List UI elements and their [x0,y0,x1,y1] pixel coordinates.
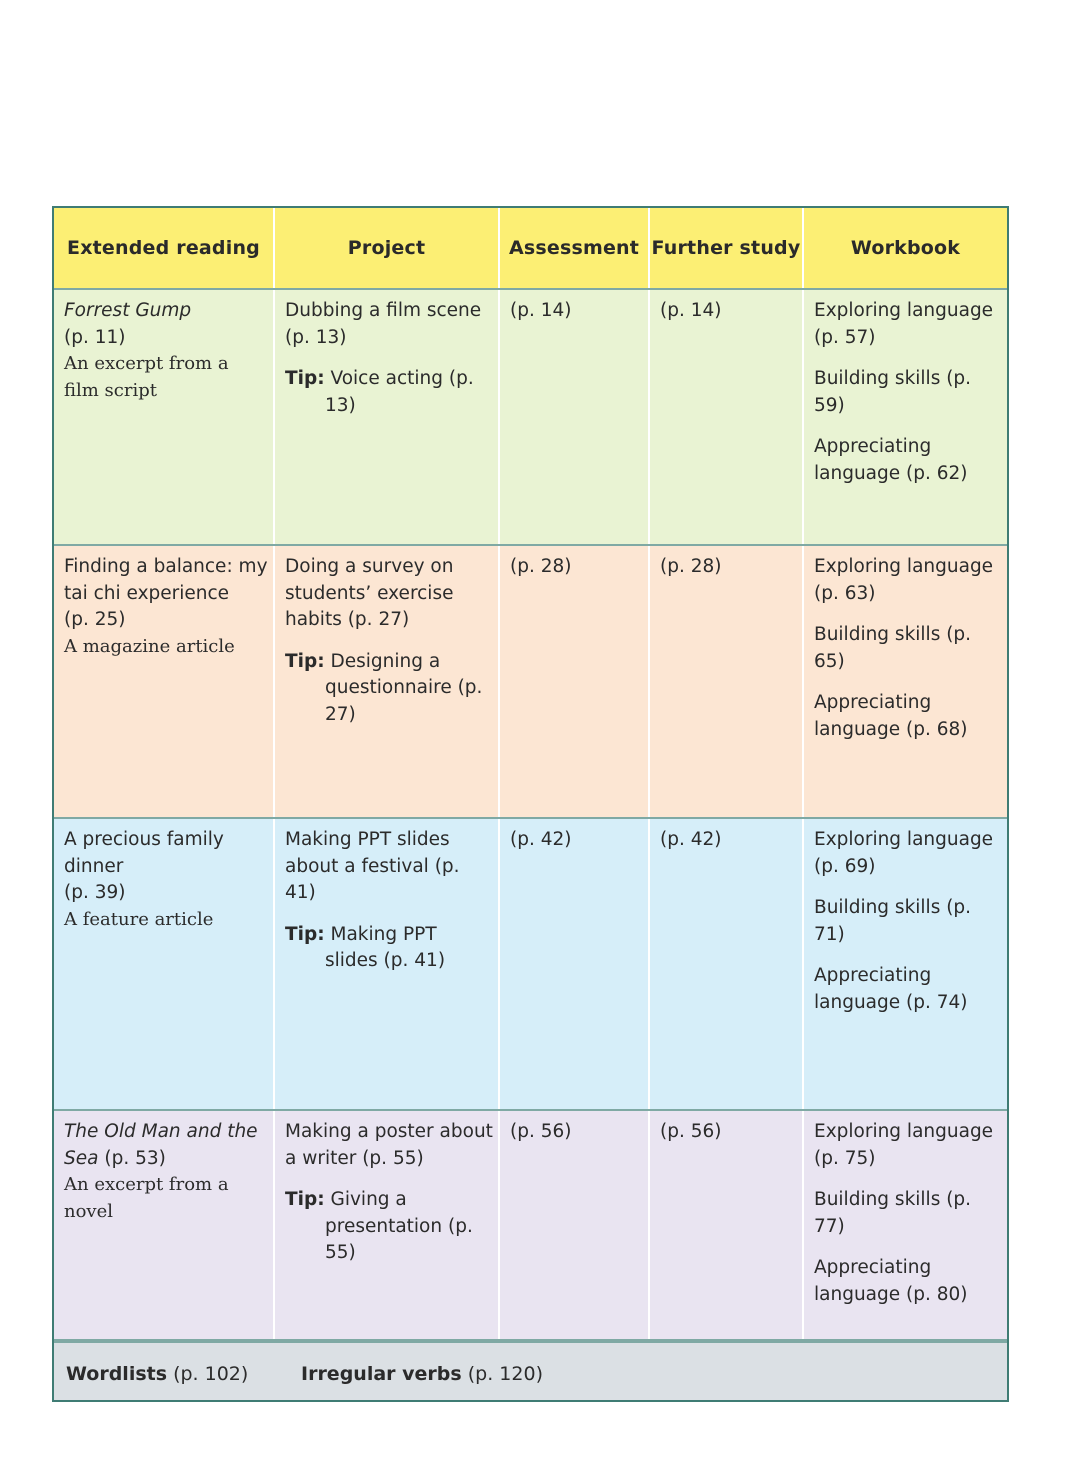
project-cell [275,290,500,544]
extended-reading-cell [54,819,275,1109]
irregular-verbs-entry [301,1363,543,1385]
irregular-verbs-page: (p. 120) [467,1363,543,1385]
assessment-cell [500,290,650,544]
header-project: Project [275,208,500,288]
project-cell [275,819,500,1109]
wordlists-label: Wordlists [66,1363,168,1385]
reading-page: (p. 25) [64,609,126,630]
further-study-cell [650,546,804,817]
tip-text: Designing a questionnaire (p. 27) [325,650,483,725]
further-study-page: (p. 14) [660,300,722,321]
project-title: Dubbing a film scene (p. 13) [285,300,482,348]
reading-type: An excerpt from a novel [64,1174,229,1222]
workbook-item: Appreciating language (p. 80) [814,1257,968,1305]
assessment-page: (p. 28) [510,556,572,577]
tip-text: Giving a presentation (p. 55) [325,1189,473,1263]
wordlists-page: (p. 102) [173,1363,249,1385]
reading-type: A feature article [64,908,214,930]
project-tip [285,922,494,975]
wordlists-entry [66,1363,248,1385]
further-study-cell [650,290,804,544]
header-assessment: Assessment [500,208,650,288]
reading-page: (p. 53) [104,1147,166,1169]
workbook-item: Appreciating language (p. 74) [814,965,968,1013]
assessment-page: (p. 14) [510,300,572,321]
tip-text: Voice acting (p. 13) [325,368,474,416]
extended-reading-cell [54,1111,275,1339]
workbook-item: Exploring language (p. 75) [814,1121,994,1169]
extended-reading-cell [54,546,275,817]
assessment-page: (p. 42) [510,829,572,850]
workbook-cell [804,546,1007,817]
workbook-item: Exploring language (p. 63) [814,556,994,604]
table-row [54,1111,1007,1341]
assessment-cell [500,546,650,817]
header-extended-reading: Extended reading [54,208,275,288]
project-title: Making PPT slides about a festival (p. 41) [285,829,460,903]
project-cell [275,546,500,817]
table-row [54,290,1007,546]
contents-table [52,206,1009,1402]
workbook-cell [804,819,1007,1109]
workbook-cell [804,290,1007,544]
further-study-page: (p. 28) [660,556,722,577]
header-further-study: Further study [650,208,804,288]
irregular-verbs-label: Irregular verbs [301,1363,462,1385]
further-study-cell [650,1111,804,1339]
tip-text: Making PPT slides (p. 41) [325,923,446,971]
assessment-cell [500,1111,650,1339]
assessment-page: (p. 56) [510,1121,572,1142]
reading-type: An excerpt from a film script [64,353,229,401]
project-tip [285,366,494,419]
reading-title-line [64,1119,269,1172]
tip-label: Tip: [285,650,325,672]
workbook-item: Building skills (p. 71) [814,897,972,945]
workbook-item: Building skills (p. 77) [814,1189,972,1237]
reading-title: Finding a balance: my tai chi experience [64,556,268,604]
appendix-footer [54,1341,1007,1400]
reading-page: (p. 39) [64,882,126,903]
workbook-item: Exploring language (p. 69) [814,829,994,877]
project-title: Making a poster about a writer (p. 55) [285,1121,493,1169]
project-cell [275,1111,500,1339]
workbook-item: Appreciating language (p. 68) [814,692,968,740]
project-title: Doing a survey on students’ exercise habits (p. 27) [285,556,454,630]
assessment-cell [500,819,650,1109]
extended-reading-cell [54,290,275,544]
header-workbook: Workbook [850,237,961,259]
table-row [54,546,1007,819]
table-row [54,819,1007,1111]
workbook-item: Building skills (p. 59) [814,368,972,416]
tip-label: Tip: [285,923,325,945]
tip-label: Tip: [285,1189,325,1210]
table-header-row [54,208,1007,290]
further-study-page: (p. 42) [660,829,722,850]
workbook-item: Appreciating language (p. 62) [814,436,968,484]
reading-title: The Old Man and the Sea [64,1121,258,1169]
workbook-cell [804,1111,1007,1339]
workbook-item: Exploring language (p. 57) [814,300,994,348]
reading-type: A magazine article [64,635,235,657]
reading-title: A precious family dinner [64,829,224,877]
further-study-cell [650,819,804,1109]
further-study-page: (p. 56) [660,1121,722,1142]
reading-page: (p. 11) [64,326,126,348]
tip-label: Tip: [285,368,325,389]
project-tip [285,1187,494,1267]
reading-title: Forrest Gump [64,300,192,321]
project-tip [285,649,494,729]
workbook-item: Building skills (p. 65) [814,624,972,672]
